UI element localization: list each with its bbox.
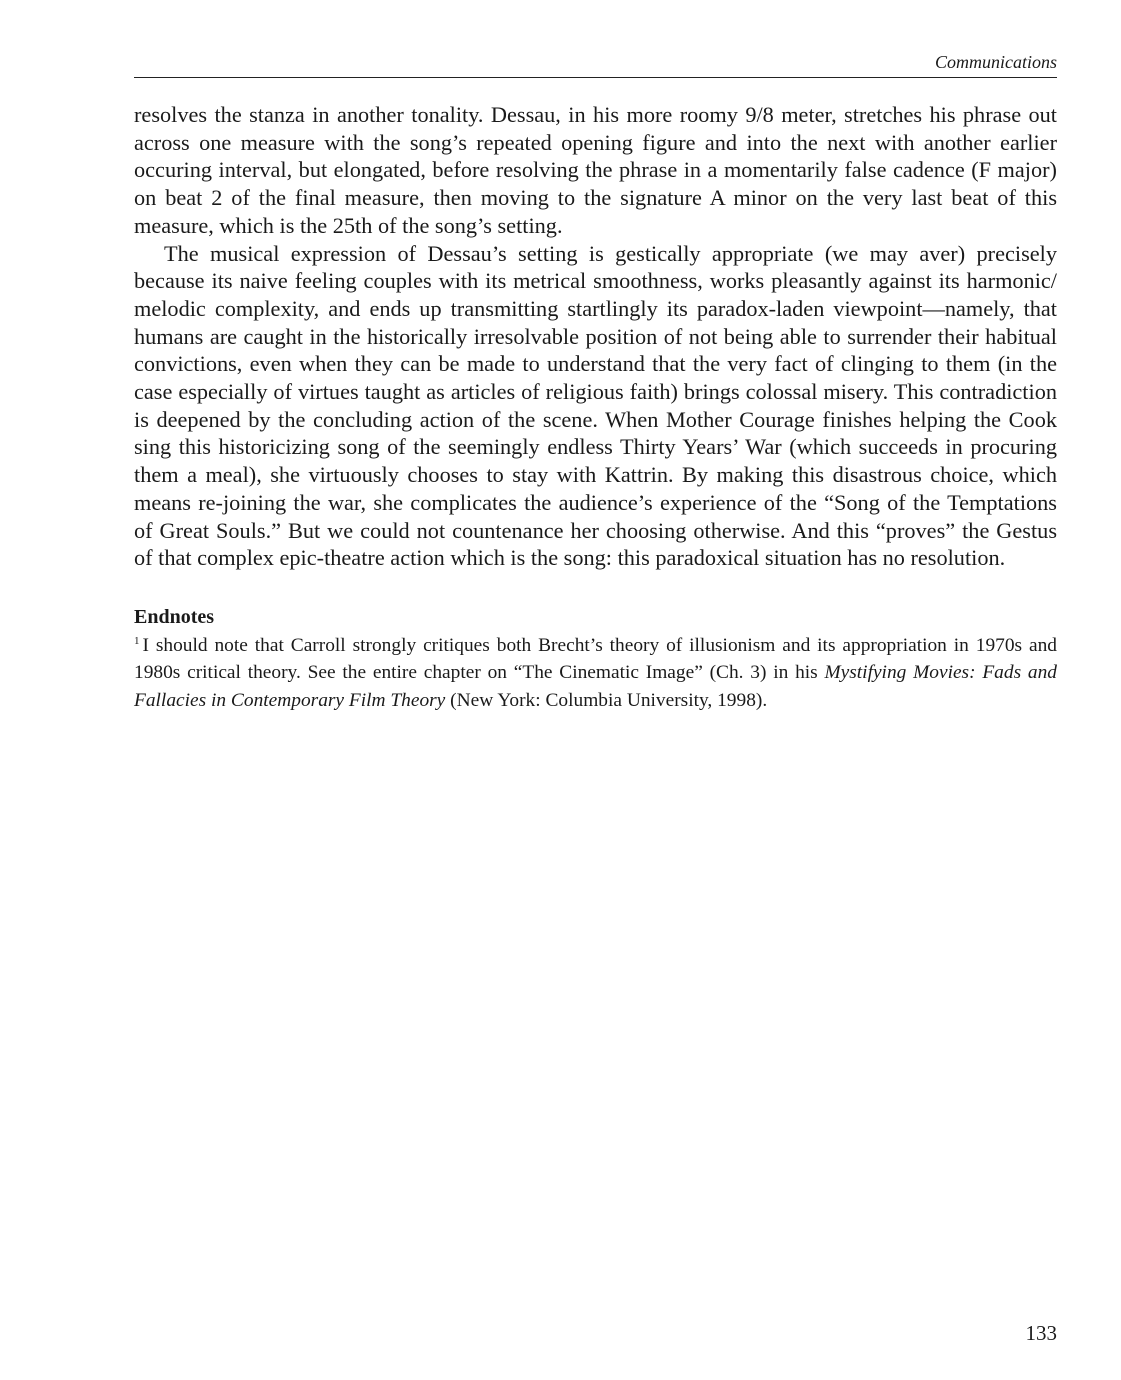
page-number: 133 [1025,1321,1057,1345]
paragraph-continuation: resolves the stanza in another tonality. Dessau, in his more roomy 9/8 meter, stretches his phrase out across one measure with the song’s repeated opening figure and into the next with another earlier occuring interval, but elongated, before resolving the phrase in a momentarily false cadence (F major) on beat 2 of the final measure, then moving to the signature A minor on the very last beat of this measure, which is the 25th of the song’s setting. [134,102,1057,238]
endnote-marker: 1 [134,635,140,647]
endnote-publication: (New York: Columbia University, 1998). [445,689,768,711]
paragraph-gestus: The musical expression of Dessau’s setting is gestically appropriate (we may aver) precisely because its naive feeling couples with its metrical smoothness, works pleasantly against its harmonic/ melodic complexity, and ends up transmitting startlingly its paradox-laden viewpoint—namely, that humans are caught in the historically irresolvable position of not being able to surrender their habitual convictions, even when they can be made to understand that the very fact of clinging to them (in the case especially of virtues taught as articles of religious faith) brings colossal misery. This contradiction is deepened by the concluding action of the scene. When Mother Courage finishes helping the Cook sing this historicizing song of the seemingly endless Thirty Years’ War (which succeeds in procuring them a meal), she virtuously chooses to stay with Kattrin. By making this disastrous choice, which means re-joining the war, she complicates the audience’s experience of the “Song of the Temptations of Great Souls.” But we could not countenance her choosing otherwise. And this “proves” the Gestus of that complex epic-theatre action which is the song: this paradoxical situation has no resolution. [134,240,1057,571]
header-rule [134,77,1057,78]
endnote-text: I should note that Carroll strongly critiques both Brecht’s theory of illusionism and its appropriation in 1970s and 1980s critical theory. See the entire chapter on “The Cinematic Image” (Ch. 3) in his [134,635,1057,684]
endnote-book-title: Mystifying Movies: Fads and Fallacies in Contemporary Film Theory [134,662,1057,711]
endnote-item [134,632,1057,714]
body-text [134,101,1057,572]
endnotes-section [134,604,1057,714]
running-head: Communications [934,52,1057,72]
endnotes-heading: Endnotes [134,606,215,628]
